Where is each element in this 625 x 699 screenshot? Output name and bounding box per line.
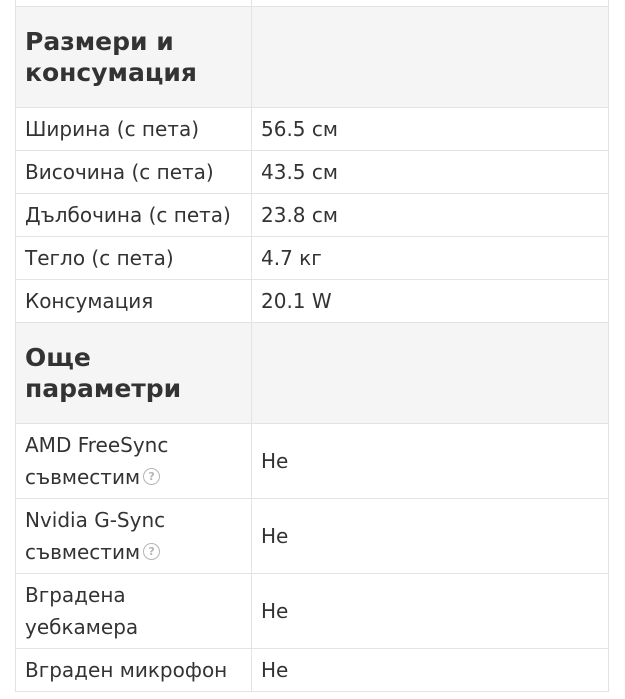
spec-label: Консумация — [16, 280, 252, 323]
table-row — [16, 499, 609, 574]
table-row — [16, 108, 609, 151]
spec-table — [15, 0, 609, 692]
spec-value: 4.7 кг — [252, 237, 609, 280]
spec-value: 56.5 см — [252, 108, 609, 151]
spec-value: Не — [252, 574, 609, 649]
table-row — [16, 237, 609, 280]
spec-value: Не — [252, 424, 609, 499]
spec-label: Тегло (с пета) — [16, 237, 252, 280]
spec-value: Не — [252, 499, 609, 574]
spec-label: Височина (с пета) — [16, 151, 252, 194]
spec-label-text: AMD FreeSync съвместим — [25, 433, 169, 489]
spec-label-text: Nvidia G-Sync съвместим — [25, 508, 166, 564]
question-circle-icon[interactable]: ? — [143, 468, 160, 485]
table-row — [16, 424, 609, 499]
table-row — [16, 151, 609, 194]
spec-value: Не — [252, 649, 609, 692]
spec-label: Дълбочина (с пета) — [16, 194, 252, 237]
spec-value: 20.1 W — [252, 280, 609, 323]
table-row — [16, 649, 609, 692]
section-title: Размери и консумация — [16, 7, 252, 108]
table-row — [16, 280, 609, 323]
section-empty-cell — [252, 323, 609, 424]
table-row — [16, 194, 609, 237]
spec-label — [16, 424, 252, 499]
spec-value: 43.5 см — [252, 151, 609, 194]
table-row — [16, 574, 609, 649]
spec-label: Ширина (с пета) — [16, 108, 252, 151]
spec-label: Вградена уебкамера — [16, 574, 252, 649]
spec-label: Вграден микрофон — [16, 649, 252, 692]
question-circle-icon[interactable]: ? — [143, 543, 160, 560]
spec-label — [16, 499, 252, 574]
section-title: Още параметри — [16, 323, 252, 424]
spec-value: 23.8 см — [252, 194, 609, 237]
section-empty-cell — [252, 7, 609, 108]
section-header-other — [16, 323, 609, 424]
section-header-dimensions — [16, 7, 609, 108]
